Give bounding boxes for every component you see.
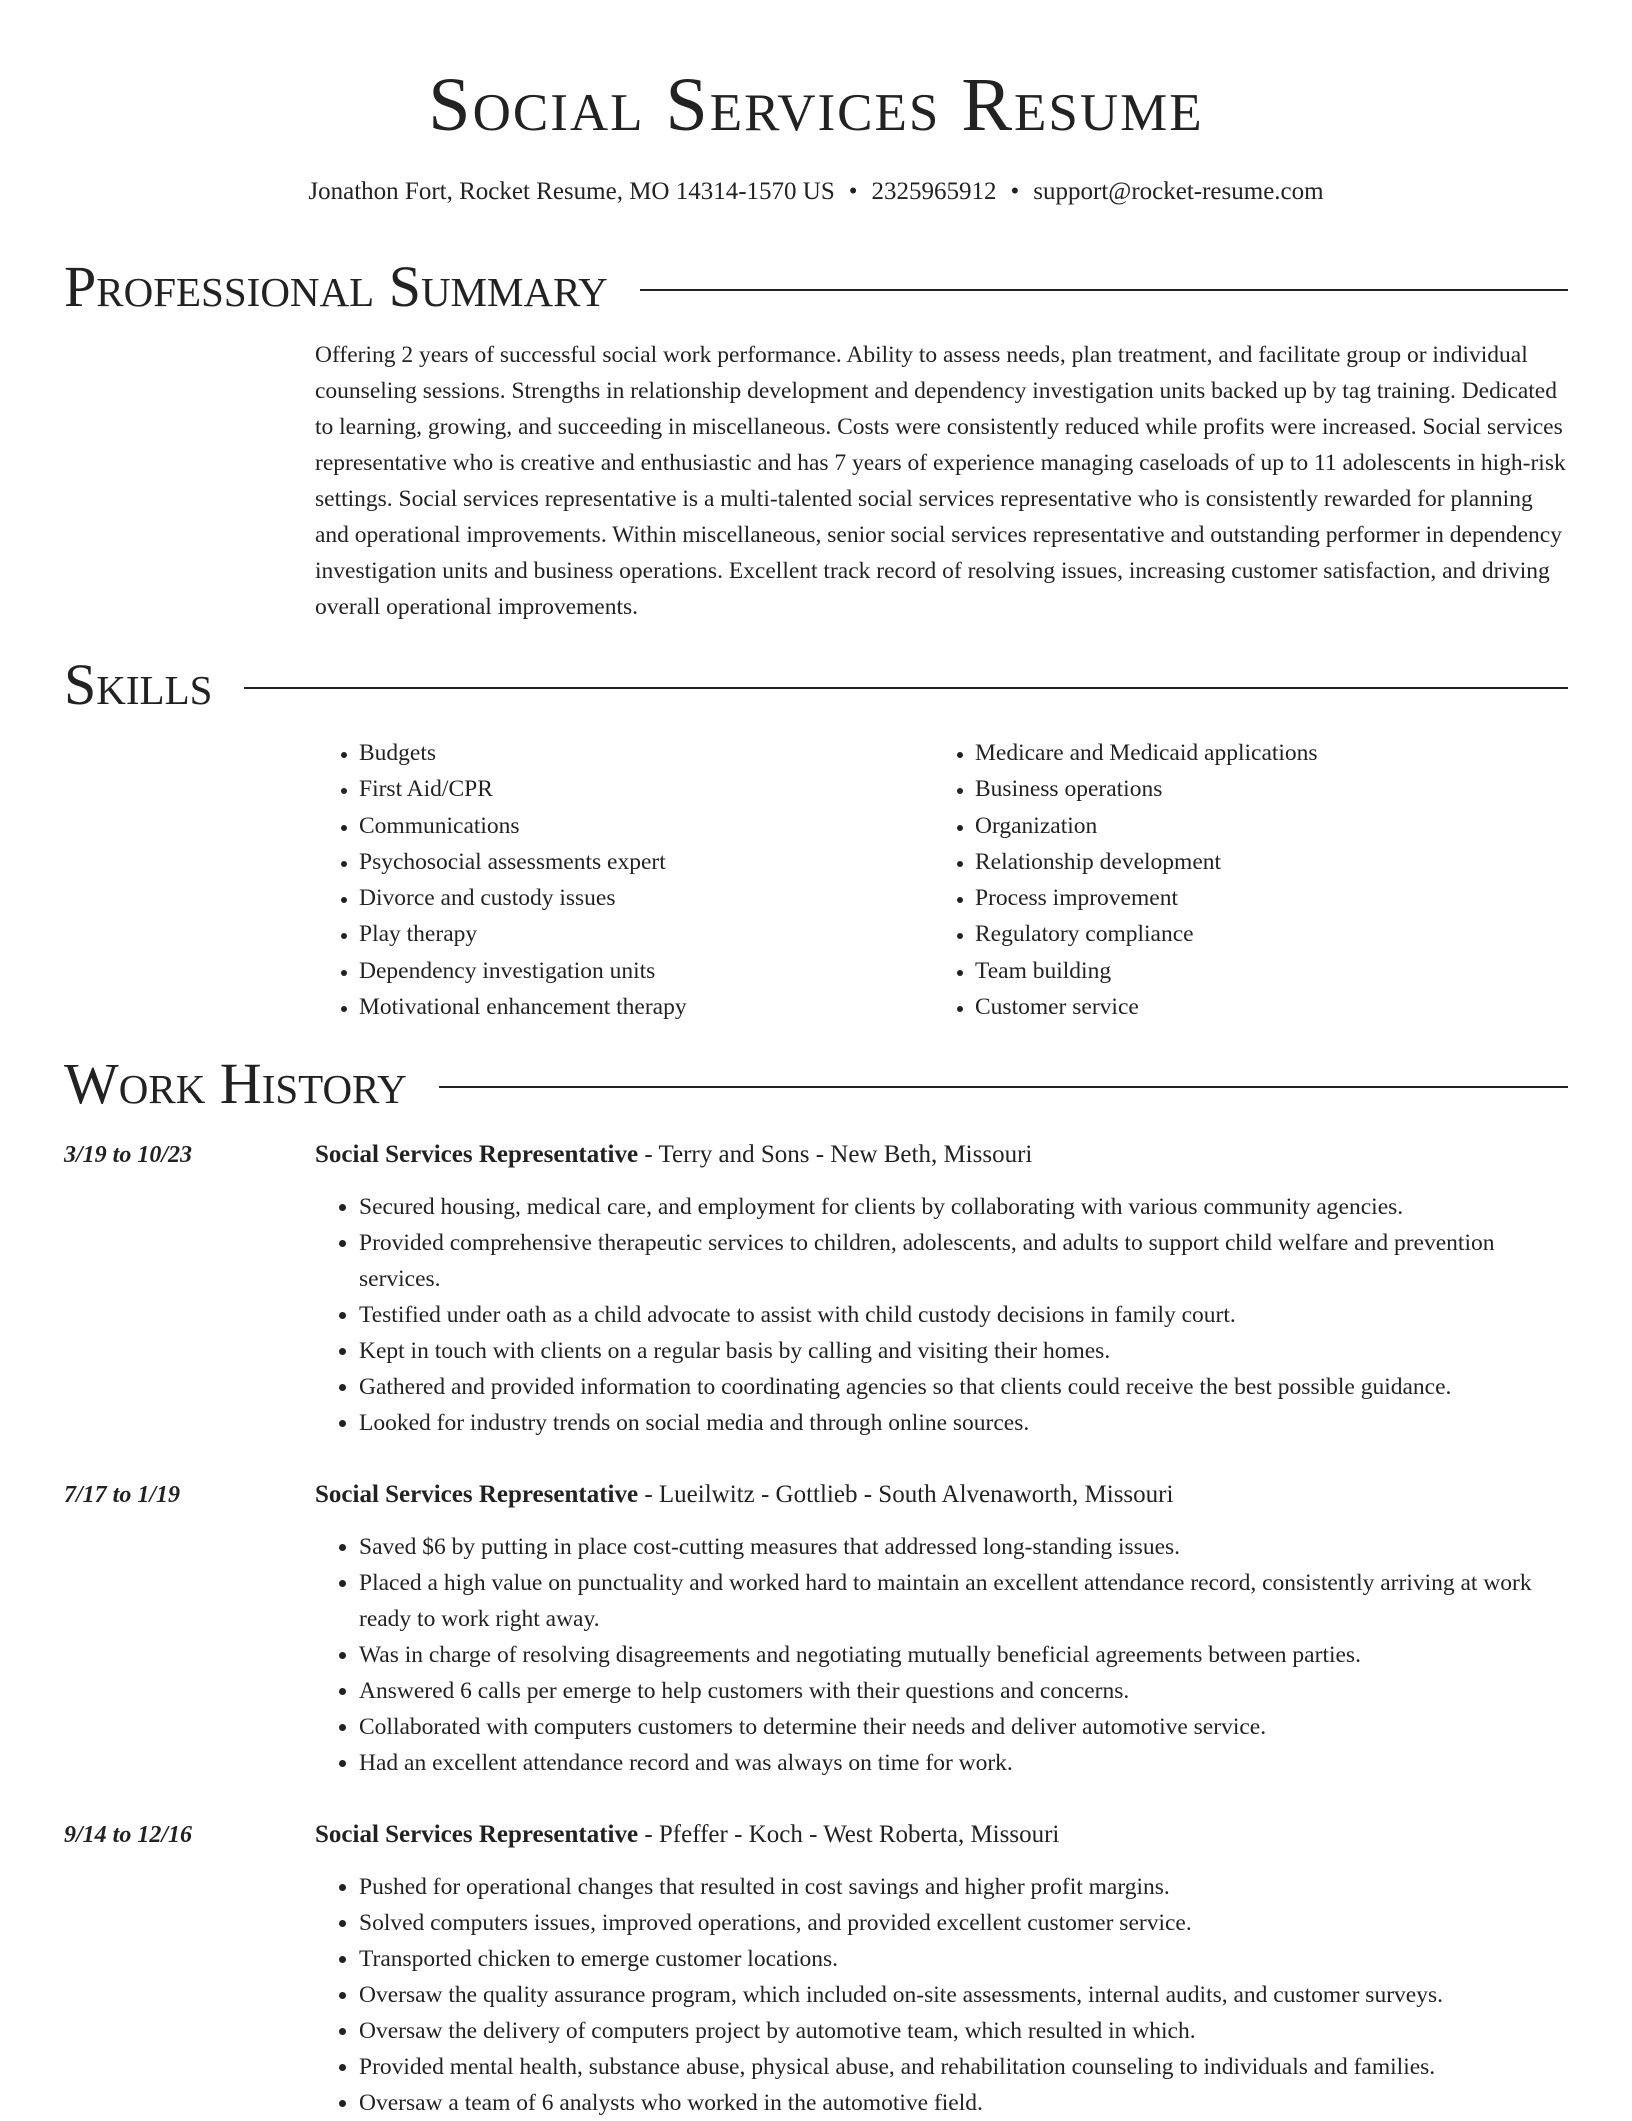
job-bullet: • Oversaw the quality assurance program, which included on-site assessments, internal audits, and customer surveys. [359, 1977, 1568, 2013]
job-bullet: • Provided mental health, substance abuse, physical abuse, and rehabilitation counseling to individuals and families. [359, 2049, 1568, 2085]
job-header [315, 1477, 1173, 1513]
job-bullet: • Answered 6 calls per emerge to help customers with their questions and concerns. [359, 1673, 1568, 1709]
job-bullets [315, 1189, 1568, 1441]
skills-heading: Skills [64, 652, 213, 717]
skills-column-left [315, 735, 931, 1025]
job-bullet: • Transported chicken to emerge customer locations. [359, 1941, 1568, 1977]
job-bullet: • Had an excellent attendance record and was always on time for work. [359, 1745, 1568, 1781]
job-bullet: • Solved computers issues, improved operations, and provided excellent customer service. [359, 1905, 1568, 1941]
job-title: Social Services Representative [315, 1821, 639, 1848]
job-bullet: • Secured housing, medical care, and employment for clients by collaborating with various community agencies. [359, 1189, 1568, 1225]
job-bullet: • Was in charge of resolving disagreements and negotiating mutually beneficial agreements between parties. [359, 1637, 1568, 1673]
skill-item: • Regulatory compliance [975, 916, 1547, 952]
skill-item: • Play therapy [359, 916, 931, 952]
work-history-section-header [64, 1049, 1568, 1119]
job-bullet: • Oversaw a team of 6 analysts who worked in the automotive field. [359, 2085, 1568, 2121]
summary-heading: Professional Summary [64, 254, 608, 319]
skills-column-right [931, 735, 1547, 1025]
skill-item: • Communications [359, 808, 931, 844]
job-employer: - Lueilwitz - Gottlieb - South Alvenaworth, Missouri [638, 1481, 1174, 1508]
job-employer: - Pfeffer - Koch - West Roberta, Missouri [638, 1821, 1060, 1848]
job-header [315, 1817, 1059, 1853]
contact-email[interactable]: support@rocket-resume.com [1033, 178, 1324, 205]
job-dates: 9/14 to 12/16 [64, 1822, 193, 1848]
job-dates: 7/17 to 1/19 [64, 1482, 181, 1508]
job-bullet: • Saved $6 by putting in place cost-cutting measures that addressed long-standing issues. [359, 1529, 1568, 1565]
contact-phone: 2325965912 [871, 178, 997, 205]
skill-item: • Medicare and Medicaid applications [975, 735, 1547, 771]
job-title: Social Services Representative [315, 1481, 639, 1508]
skill-item: • Team building [975, 953, 1547, 989]
resume-title: Social Services Resume [428, 63, 1204, 147]
section-divider [244, 687, 1568, 689]
skill-item: • Psychosocial assessments expert [359, 844, 931, 880]
job-dates: 3/19 to 10/23 [64, 1142, 193, 1168]
job-bullet: • Gathered and provided information to coordinating agencies so that clients could receive the best possible guidance. [359, 1369, 1568, 1405]
skill-item: • Motivational enhancement therapy [359, 989, 931, 1025]
job-bullet: • Testified under oath as a child advocate to assist with child custody decisions in family court. [359, 1297, 1568, 1333]
summary-section-header [64, 252, 1568, 322]
skills-section-header [64, 650, 1568, 720]
skill-item: • First Aid/CPR [359, 771, 931, 807]
section-divider [640, 289, 1568, 291]
job-bullet: • Placed a high value on punctuality and worked hard to maintain an excellent attendance record, consistently arriving at work ready to work right away. [359, 1565, 1568, 1637]
skill-item: • Process improvement [975, 880, 1547, 916]
skill-item: • Customer service [975, 989, 1547, 1025]
section-divider [439, 1086, 1568, 1088]
work-history-heading: Work History [64, 1051, 407, 1116]
skill-item: • Business operations [975, 771, 1547, 807]
skill-item: • Divorce and custody issues [359, 880, 931, 916]
job-title: Social Services Representative [315, 1141, 639, 1168]
skill-item: • Relationship development [975, 844, 1547, 880]
skill-item: • Organization [975, 808, 1547, 844]
contact-separator: • [848, 178, 858, 205]
job-bullets [315, 1869, 1568, 2121]
job-bullet: • Oversaw the delivery of computers project by automotive team, which resulted in which. [359, 2013, 1568, 2049]
job-bullet: • Kept in touch with clients on a regular basis by calling and visiting their homes. [359, 1333, 1568, 1369]
contact-line [0, 174, 1632, 210]
skills-list [315, 735, 1570, 1025]
job-bullet: • Provided comprehensive therapeutic services to children, adolescents, and adults to support child welfare and prevention services. [359, 1225, 1568, 1297]
job-bullet: • Looked for industry trends on social media and through online sources. [359, 1405, 1568, 1441]
skill-item: • Budgets [359, 735, 931, 771]
job-bullet: • Collaborated with computers customers to determine their needs and deliver automotive service. [359, 1709, 1568, 1745]
job-employer: - Terry and Sons - New Beth, Missouri [638, 1141, 1033, 1168]
summary-text: Offering 2 years of successful social work performance. Ability to assess needs, plan treatment, and facilitate group or individual counseling sessions. Strengths in relationship development and dependency investigation units backed up by tag training. Dedicated to learning, growing, and succeeding in miscellaneous. Costs were consistently reduced while profits were increased. Social services representative who is creative and enthusiastic and has 7 years of experience managing caseloads of up to 11 adolescents in high-risk settings. Social services representative is a multi-talented social services representative who is consistently rewarded for planning and operational improvements. Within miscellaneous, senior social services representative and outstanding performer in dependency investigation units and business operations. Excellent track record of resolving issues, increasing customer satisfaction, and driving overall operational improvements. [315, 342, 1566, 620]
skill-item: • Dependency investigation units [359, 953, 931, 989]
job-bullet: • Pushed for operational changes that resulted in cost savings and higher profit margins. [359, 1869, 1568, 1905]
job-header [315, 1137, 1032, 1173]
contact-address: Jonathon Fort, Rocket Resume, MO 14314-1570 US [308, 178, 835, 205]
job-bullets [315, 1529, 1568, 1781]
contact-separator: • [1010, 178, 1020, 205]
